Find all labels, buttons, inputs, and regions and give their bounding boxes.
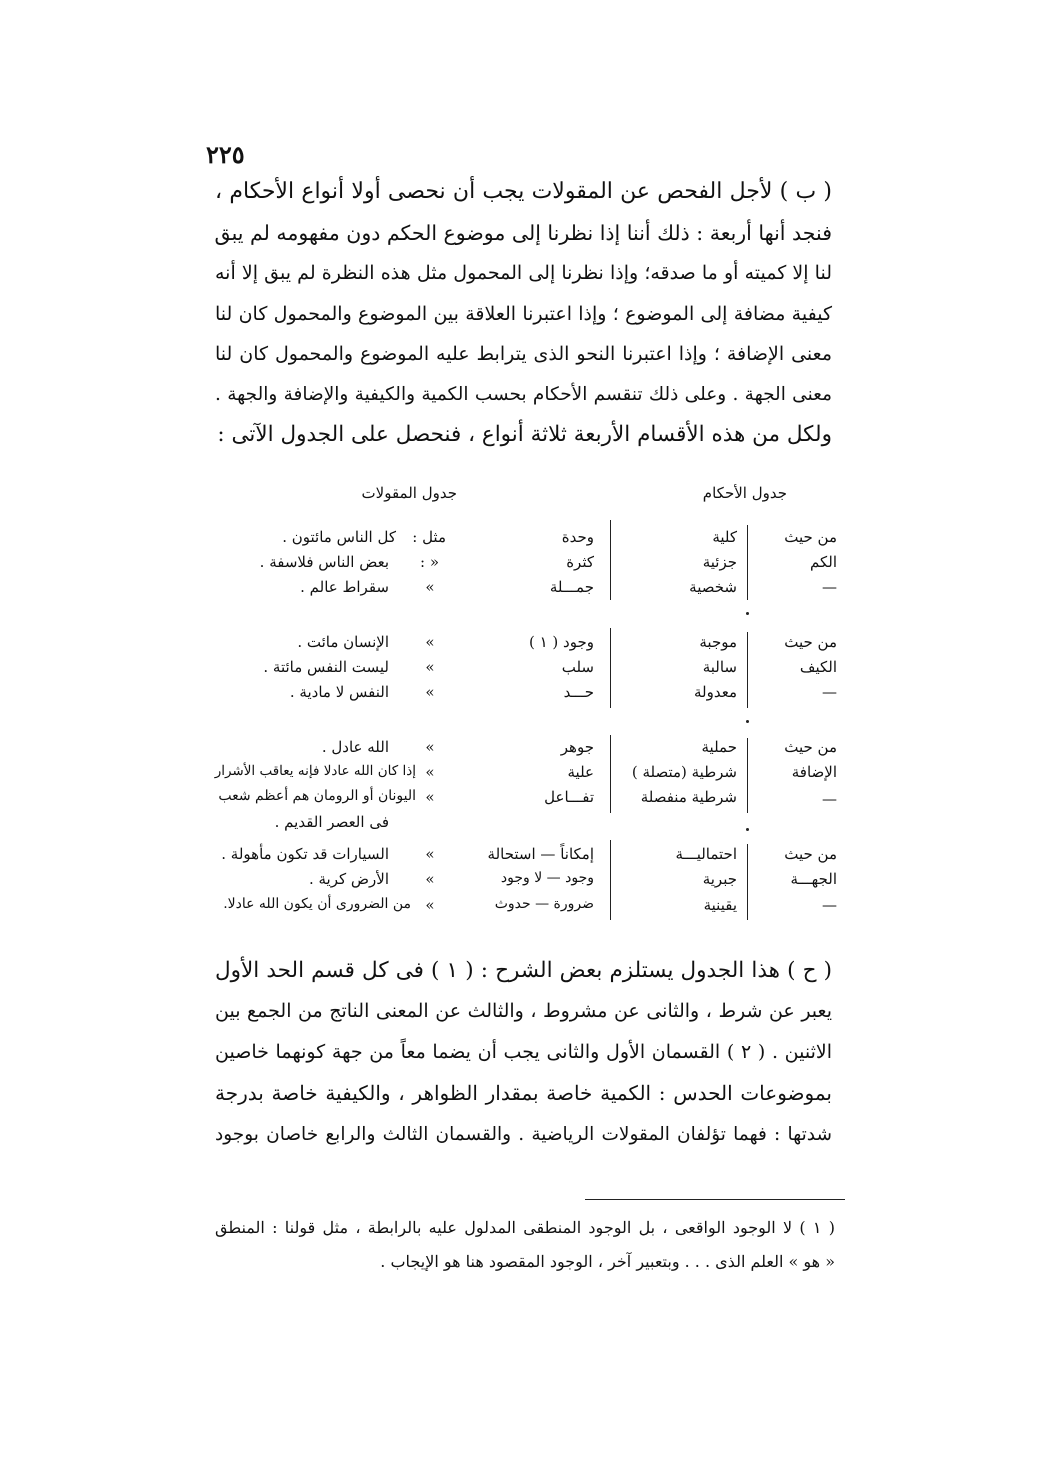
footnote-rule — [585, 1199, 845, 1200]
judgment-type: يقينية — [703, 896, 737, 914]
ditto-mark: » — [425, 578, 435, 596]
text-line: شدتها : فهما تؤلفان المقولات الرياضية . والقسمان الثالث والرابع خاصان بوجود — [215, 1124, 832, 1145]
judgment-type: جبرية — [702, 870, 737, 888]
example: الله عادل . — [321, 738, 389, 756]
example: الإنسان مائت . — [297, 633, 389, 651]
group-dash: — — [822, 683, 837, 701]
column-divider — [610, 840, 611, 920]
text-line: يعبر عن شرط ، والثانى عن مشروط ، والثالث عن المعنى الناتج من الجمع بين — [215, 1000, 832, 1022]
ditto-mark: » — [425, 870, 435, 888]
example: النفس لا مادية . — [289, 683, 389, 701]
paragraph-b — [215, 172, 832, 456]
category: جوهر — [560, 738, 594, 756]
ditto-mark: » — [425, 683, 435, 701]
category: جمـــلة — [549, 578, 594, 596]
example: كل الناس مائتون . — [282, 528, 396, 546]
example-marker: مثل : — [412, 528, 446, 546]
group-label: الكم — [809, 553, 837, 571]
judgment-type: احتماليـــة — [675, 845, 737, 863]
ditto-mark: » — [425, 738, 435, 756]
separator-dot — [746, 828, 749, 831]
ditto-mark: » — [425, 633, 435, 651]
judgment-type: موجبة — [699, 633, 737, 651]
separator-dot — [746, 720, 749, 723]
category: حـــد — [563, 683, 594, 701]
text-line: معنى الجهة . وعلى ذلك تنقسم الأحكام بحسب الكمية والكيفية والإضافة والجهة . — [215, 383, 832, 405]
text-line: ( ح ) هذا الجدول يستلزم بعض الشرح : ( ١ ) فى كل قسم الحد الأول — [215, 958, 832, 983]
judgment-type: جزئية — [702, 553, 737, 571]
footnote-line: ( ١ ) لا الوجود الواقعى ، بل الوجود المنطقى المدلول عليه بالرابطة ، مثل قولنا : المنطق — [215, 1218, 835, 1237]
category: ضرورة — حدوث — [494, 896, 594, 912]
category: إمكاناً — استحالة — [487, 845, 594, 863]
ditto-mark: » — [425, 788, 435, 806]
category: تفـــاعل — [544, 788, 594, 806]
group-label: الإضافة — [791, 763, 837, 781]
judgment-type: سالبة — [702, 658, 737, 676]
column-divider — [610, 520, 611, 600]
text-line: فنجد أنها أربعة : ذلك أننا إذا نظرنا إلى موضوع الحكم دون مفهومه لم يبق — [214, 220, 832, 245]
judgment-type: شخصية — [689, 578, 737, 596]
ditto-mark: » — [425, 896, 435, 914]
group-label: من حيث — [784, 528, 837, 546]
example: من الضرورى أن يكون الله عادلا. — [223, 896, 411, 912]
category: وحدة — [561, 528, 594, 546]
table-title-judgments: جدول الأحكام — [702, 484, 787, 502]
example: اليونان أو الرومان هم أعظم شعب — [218, 788, 416, 804]
group-dash: — — [822, 578, 837, 596]
text-line: لنا إلا كميته أو ما صدقه؛ وإذا نظرنا إلى المحمول مثل هذه النظرة لم يبق إلا أنه — [215, 262, 832, 284]
text-line: ولكل من هذه الأقسام الأربعة ثلاثة أنواع ، فنحصل على الجدول الآتى : — [217, 422, 832, 447]
text-line: بموضوعات الحدس : الكمية خاصة بمقدار الظواهر ، والكيفية خاصة بدرجة — [215, 1081, 832, 1105]
group-label: الجهـــة — [790, 870, 837, 888]
column-divider — [747, 632, 748, 708]
example: بعض الناس فلاسفة . — [259, 553, 389, 571]
text-line: ( ب ) لأجل الفحص عن المقولات يجب أن نحصى أولا أنواع الأحكام ، — [215, 179, 832, 204]
column-divider — [610, 628, 611, 708]
category: كثرة — [566, 553, 594, 571]
column-divider — [747, 738, 748, 813]
ditto-mark: » — [425, 845, 435, 863]
separator-dot — [746, 612, 749, 615]
example: ليست النفس مائتة . — [263, 658, 389, 676]
column-divider — [610, 735, 611, 813]
example: السيارات قد تكون مأهولة . — [221, 845, 389, 863]
judgment-type: معدولة — [693, 683, 737, 701]
judgment-type: كلية — [712, 528, 737, 546]
ditto-mark: « : — [420, 553, 439, 571]
group-label: من حيث — [784, 738, 837, 756]
category: وجود ( ١ ) — [528, 633, 594, 651]
group-dash: — — [822, 896, 837, 914]
group-label: من حيث — [784, 845, 837, 863]
paragraph-h — [215, 950, 832, 1155]
ditto-mark: » — [425, 763, 435, 781]
page-number: ٢٢٥ — [206, 140, 245, 169]
example: إذا كان الله عادلا فإنه يعاقب الأشرار — [214, 763, 416, 779]
text-line: معنى الإضافة ؛ وإذا اعتبرنا النحو الذى يترابط عليه الموضوع والمحمول كان لنا — [215, 343, 832, 365]
ditto-mark: » — [425, 658, 435, 676]
text-line: كيفية مضافة إلى الموضوع ؛ وإذا اعتبرنا العلاقة بين الموضوع والمحمول كان لنا — [215, 302, 832, 325]
category: علية — [567, 763, 594, 781]
example: فى العصر القديم . — [274, 813, 389, 831]
footnote-line: « هو » العلم الذى . . . وبتعبير آخر ، الوجود المقصود هنا هو الإيجاب . — [380, 1252, 835, 1271]
judgment-type: شرطية منفصلة — [640, 788, 737, 806]
example: سقراط عالم . — [300, 578, 389, 596]
column-divider — [747, 525, 748, 600]
column-divider — [747, 844, 748, 920]
judgment-type: حملية — [701, 738, 737, 756]
category: وجود — لا وجود — [500, 870, 594, 886]
table-title-categories: جدول المقولات — [361, 484, 457, 502]
group-label: من حيث — [784, 633, 837, 651]
category: سلب — [561, 658, 594, 676]
group-dash: — — [822, 790, 837, 808]
group-label: الكيف — [799, 658, 837, 676]
judgment-type: شرطية (متصلة ) — [631, 763, 737, 781]
text-line: الاثنين . ( ٢ ) القسمان الأول والثانى يجب أن يضما معاً من جهة كونهما خاصين — [215, 1041, 833, 1063]
example: الأرض كرية . — [308, 870, 389, 888]
